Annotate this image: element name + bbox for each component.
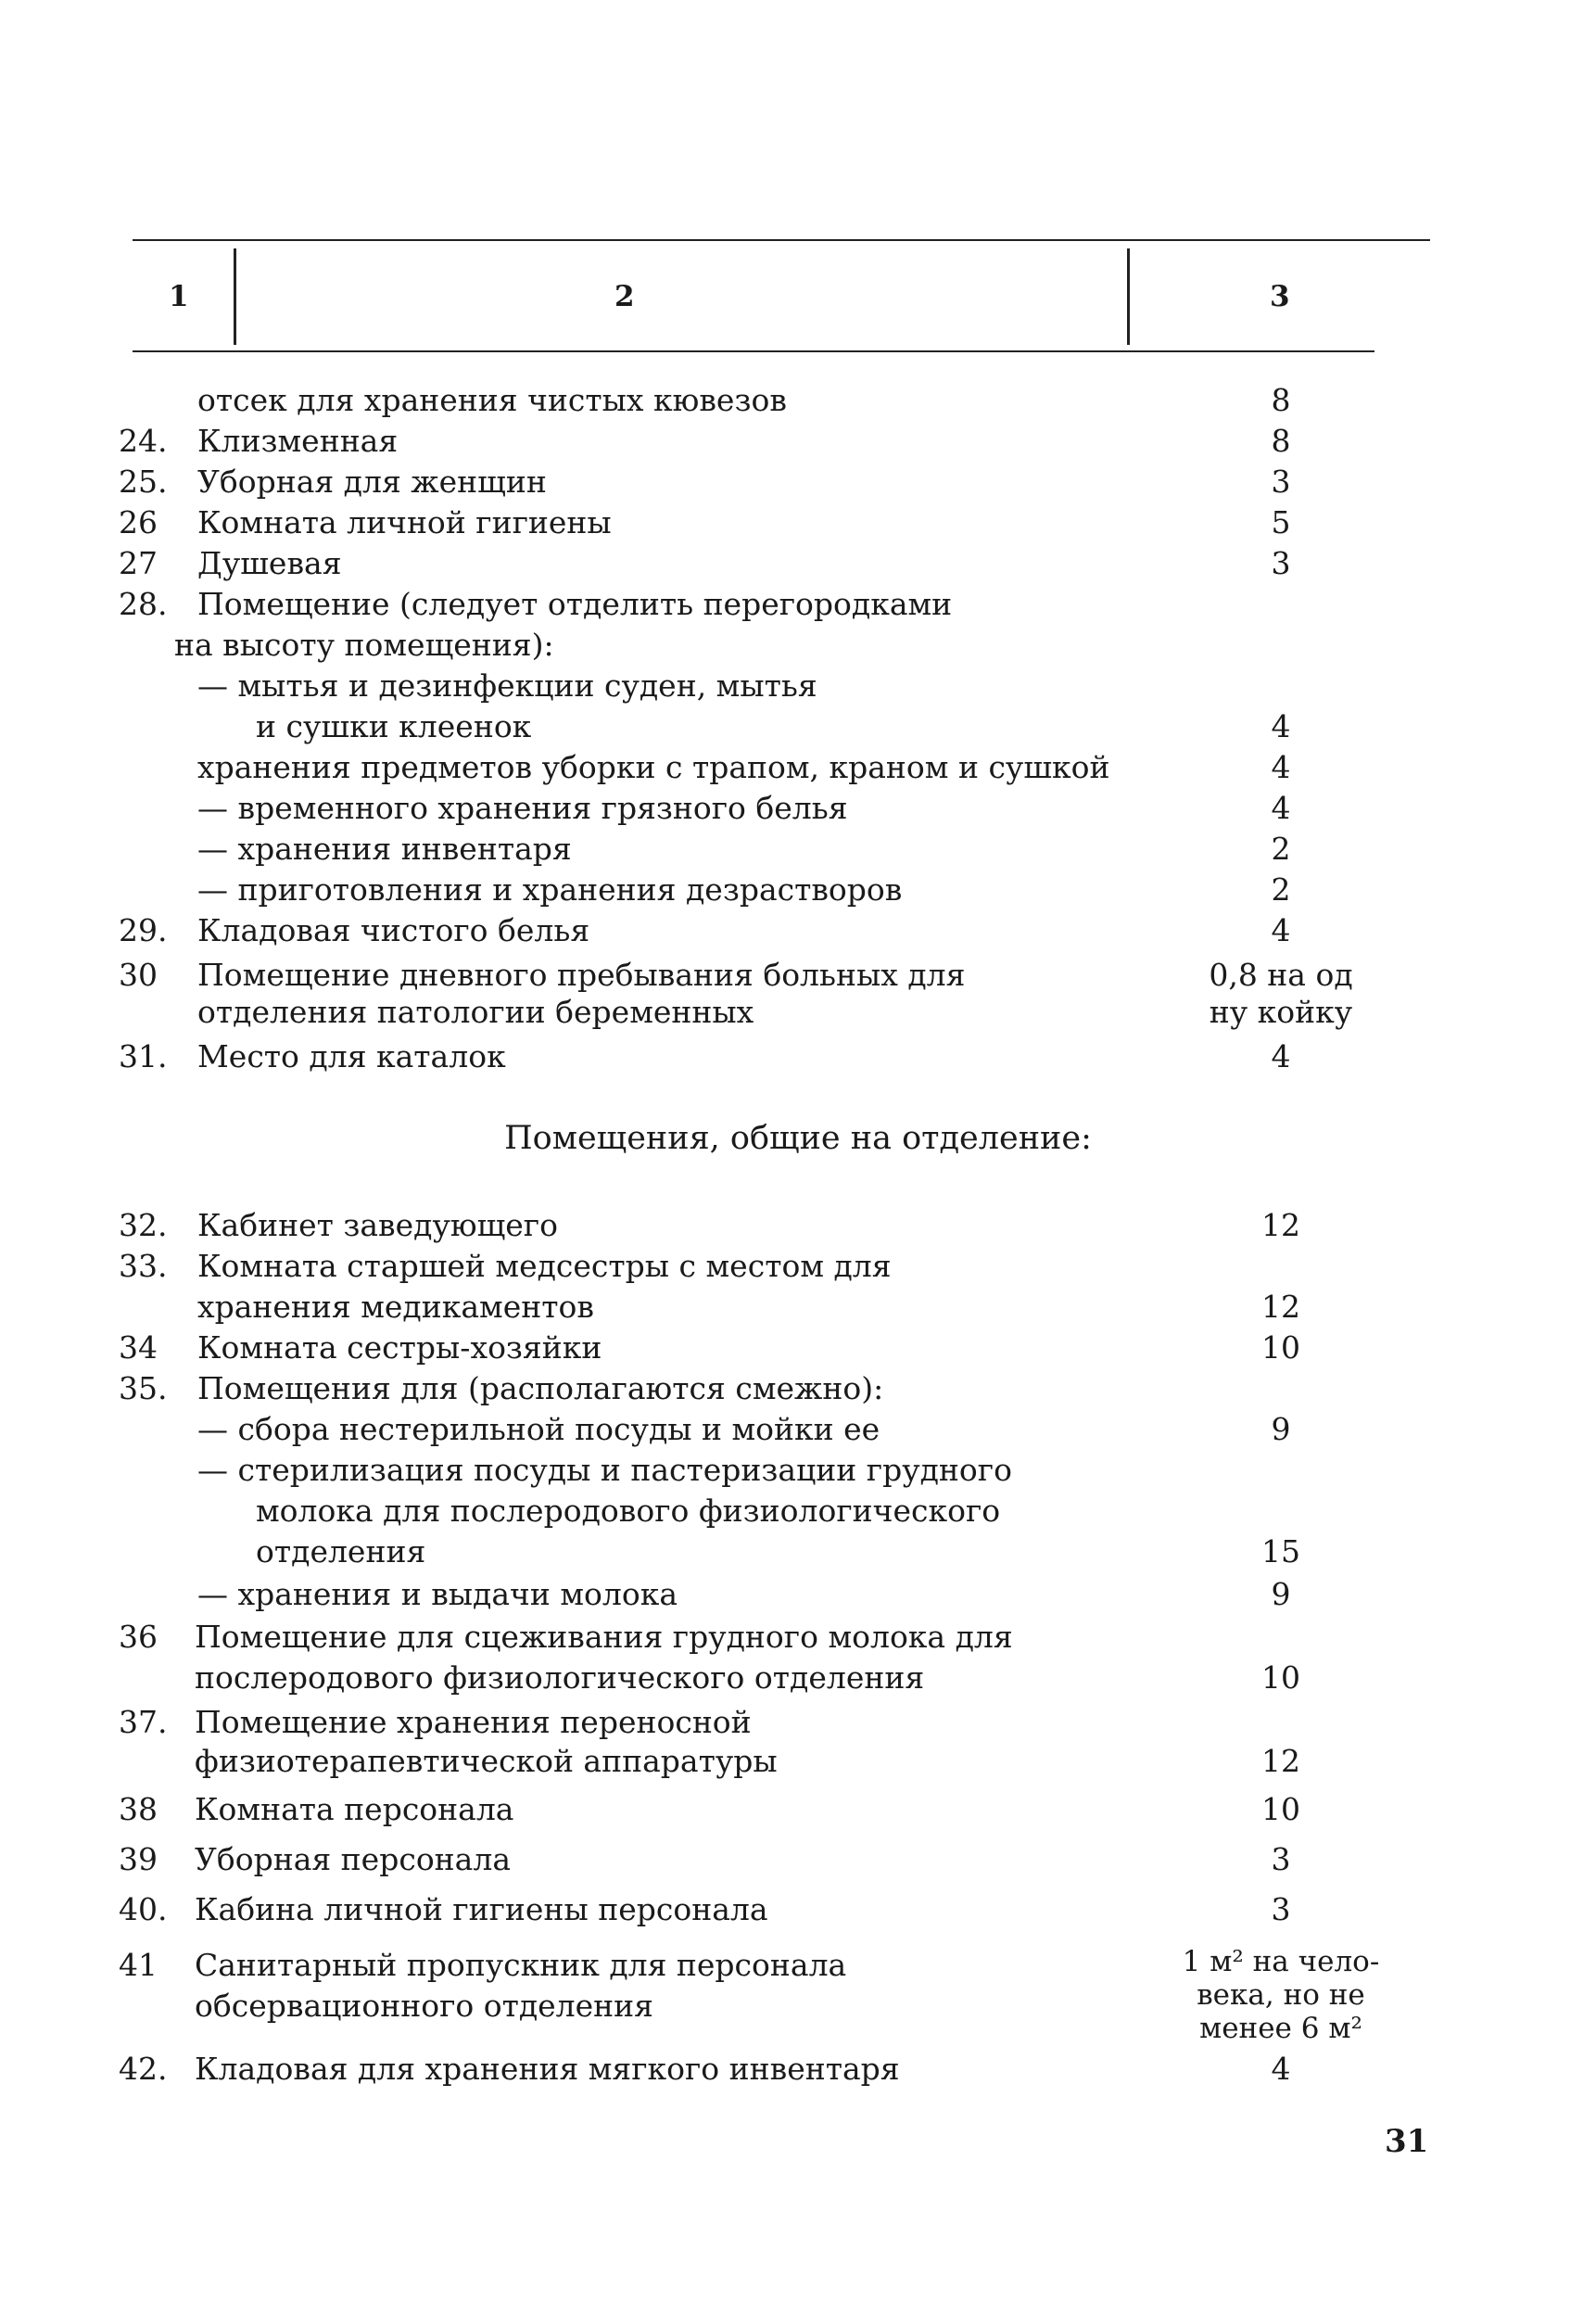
row-number: 30	[119, 957, 158, 993]
row-value: 2	[1271, 871, 1291, 908]
row-text: Комната сестры-хозяйки	[197, 1329, 602, 1366]
row-text: Место для каталок	[197, 1038, 506, 1074]
row-text: Помещение дневного пребывания больных для	[197, 957, 966, 993]
row-value: 3	[1271, 464, 1291, 500]
row-number: 28.	[119, 586, 168, 622]
row-value: 9	[1271, 1411, 1291, 1447]
row-value: 15	[1261, 1533, 1300, 1570]
page-number: 31	[1385, 2123, 1429, 2160]
row-text: Помещение (следует отделить перегородками	[197, 586, 953, 622]
row-text: — хранения инвентаря	[197, 831, 572, 867]
row-text: на высоту помещения):	[174, 627, 554, 663]
row-text: — временного хранения грязного белья	[197, 790, 848, 826]
row-value: 4	[1271, 1038, 1291, 1074]
row-text: — мытья и дезинфекции суден, мытья	[197, 667, 817, 704]
row-text: отсек для хранения чистых кювезов	[197, 382, 787, 418]
row-value: 5	[1271, 504, 1291, 540]
row-number: 38	[119, 1791, 158, 1827]
row-number: 31.	[119, 1038, 168, 1074]
row-text: хранения медикаментов	[197, 1289, 594, 1325]
row-text: Кабина личной гигиены персонала	[195, 1891, 768, 1927]
row-text: — приготовления и хранения дезрастворов	[197, 871, 903, 908]
row-value: 12	[1261, 1289, 1300, 1325]
row-text: — хранения и выдачи молока	[197, 1576, 678, 1612]
row-number: 42.	[119, 2051, 168, 2087]
row-number: 37.	[119, 1704, 168, 1740]
row-text: Клизменная	[197, 423, 399, 459]
row-value: 3	[1271, 1841, 1291, 1877]
row-value: 10	[1261, 1791, 1300, 1827]
row-text: хранения предметов уборки с трапом, краном и сушкой	[197, 749, 1110, 785]
row-text: Комната персонала	[195, 1791, 514, 1827]
row-text: молока для послеродового физиологического	[256, 1493, 1001, 1529]
table-header-rule	[133, 350, 1374, 352]
column-separator-2	[1127, 248, 1130, 345]
row-value: 8	[1271, 382, 1291, 418]
row-value: 12	[1261, 1743, 1300, 1779]
row-value: ну койку	[1209, 994, 1353, 1030]
row-text: и сушки клеенок	[256, 708, 532, 744]
row-value: 4	[1271, 790, 1291, 826]
row-value: 3	[1271, 545, 1291, 581]
row-text: Кладовая для хранения мягкого инвентаря	[195, 2051, 900, 2087]
row-41-value-line: 1 м² на чело-	[1182, 1945, 1380, 1978]
row-value: 9	[1271, 1576, 1291, 1612]
row-text: Комната старшей медсестры с местом для	[197, 1248, 892, 1284]
row-value: 4	[1271, 2051, 1291, 2087]
row-number: 27	[119, 545, 158, 581]
row-value: 12	[1261, 1207, 1300, 1243]
row-number: 39	[119, 1841, 158, 1877]
row-text: — сбора нестерильной посуды и мойки ее	[197, 1411, 880, 1447]
row-text: Санитарный пропускник для персонала	[195, 1947, 847, 1983]
row-number: 41	[119, 1947, 158, 1983]
row-value: 4	[1271, 749, 1291, 785]
row-number: 40.	[119, 1891, 168, 1927]
column-header-3: 3	[1270, 280, 1290, 313]
column-header-2: 2	[614, 280, 635, 313]
row-text: Кладовая чистого белья	[197, 912, 590, 948]
row-number: 24.	[119, 423, 168, 459]
row-41-value-line: менее 6 м²	[1199, 2012, 1362, 2045]
row-text: Комната личной гигиены	[197, 504, 612, 540]
row-text: физиотерапевтической аппаратуры	[195, 1743, 778, 1779]
row-value: 0,8 на од	[1209, 957, 1353, 993]
row-number: 36	[119, 1619, 158, 1655]
row-value: 10	[1261, 1659, 1300, 1696]
row-value: 8	[1271, 423, 1291, 459]
row-text: послеродового физиологического отделения	[195, 1659, 925, 1696]
column-header-1: 1	[169, 280, 189, 313]
row-value: 2	[1271, 831, 1291, 867]
row-text: Душевая	[197, 545, 342, 581]
row-text: отделения	[256, 1533, 426, 1570]
column-separator-1	[234, 248, 236, 345]
row-text: отделения патологии беременных	[197, 994, 754, 1030]
row-41-value	[1140, 1945, 1422, 2045]
row-number: 29.	[119, 912, 168, 948]
row-text: Кабинет заведующего	[197, 1207, 558, 1243]
row-text: Уборная персонала	[195, 1841, 511, 1877]
row-value: 4	[1271, 912, 1291, 948]
row-number: 25.	[119, 464, 168, 500]
row-number: 26	[119, 504, 158, 540]
row-number: 35.	[119, 1370, 168, 1406]
row-value: 4	[1271, 708, 1291, 744]
row-value: 10	[1261, 1329, 1300, 1366]
row-number: 33.	[119, 1248, 168, 1284]
row-text: Помещения для (располагаются смежно):	[197, 1370, 884, 1406]
section-title: Помещения, общие на отделение:	[504, 1120, 1092, 1157]
row-text: — стерилизация посуды и пастеризации грудного	[197, 1452, 1012, 1488]
row-text: Помещение для сцеживания грудного молока для	[195, 1619, 1013, 1655]
row-number: 34	[119, 1329, 158, 1366]
row-text: Помещение хранения переносной	[195, 1704, 752, 1740]
row-text: обсервационного отделения	[195, 1988, 653, 2024]
row-number: 32.	[119, 1207, 168, 1243]
row-41-value-line: века, но не	[1197, 1978, 1365, 2012]
row-value: 3	[1271, 1891, 1291, 1927]
table-top-rule	[133, 239, 1430, 241]
row-text: Уборная для женщин	[197, 464, 547, 500]
